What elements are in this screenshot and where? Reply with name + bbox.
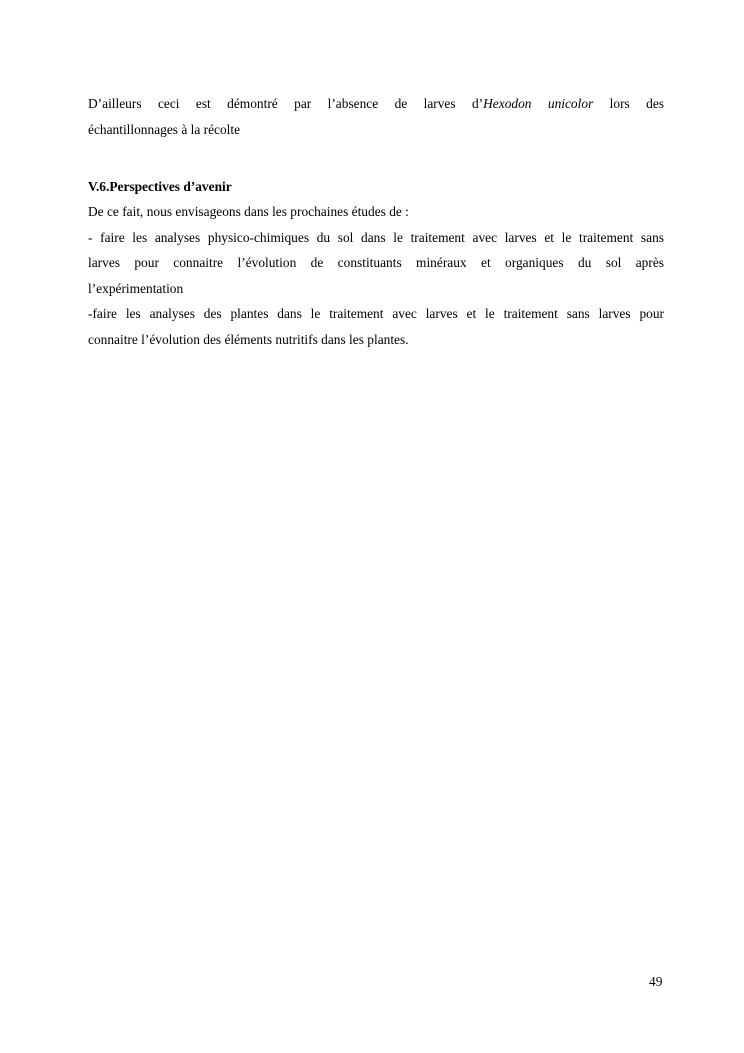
section-heading: V.6.Perspectives d’avenir [88, 179, 232, 194]
list-item-line: - faire les analyses physico-chimiques du sol dans le traitement avec larves et le traitement sans [88, 229, 664, 245]
section-intro: De ce fait, nous envisageons dans les prochaines études de : [88, 204, 409, 219]
list-item-line: l’expérimentation [88, 280, 184, 296]
paragraph-line [88, 91, 664, 117]
section-body [88, 199, 664, 352]
list-item-line: larves pour connaitre l’évolution de constituants minéraux et organiques du sol après [88, 255, 664, 270]
page-number: 49 [649, 974, 663, 989]
paragraph-text: lors des [593, 96, 664, 111]
list-item-line: connaitre l’évolution des éléments nutritifs dans les plantes. [88, 331, 409, 347]
paragraph-text: D’ailleurs ceci est démontré par l’absence de larves d’ [88, 96, 484, 111]
paragraph-line: échantillonnages à la récolte [88, 121, 241, 137]
paragraph-hexodon-absence [88, 91, 664, 142]
list-item-line: -faire les analyses des plantes dans le traitement avec larves et le traitement sans larves pour [88, 306, 664, 321]
species-name: Hexodon unicolor [483, 96, 594, 111]
